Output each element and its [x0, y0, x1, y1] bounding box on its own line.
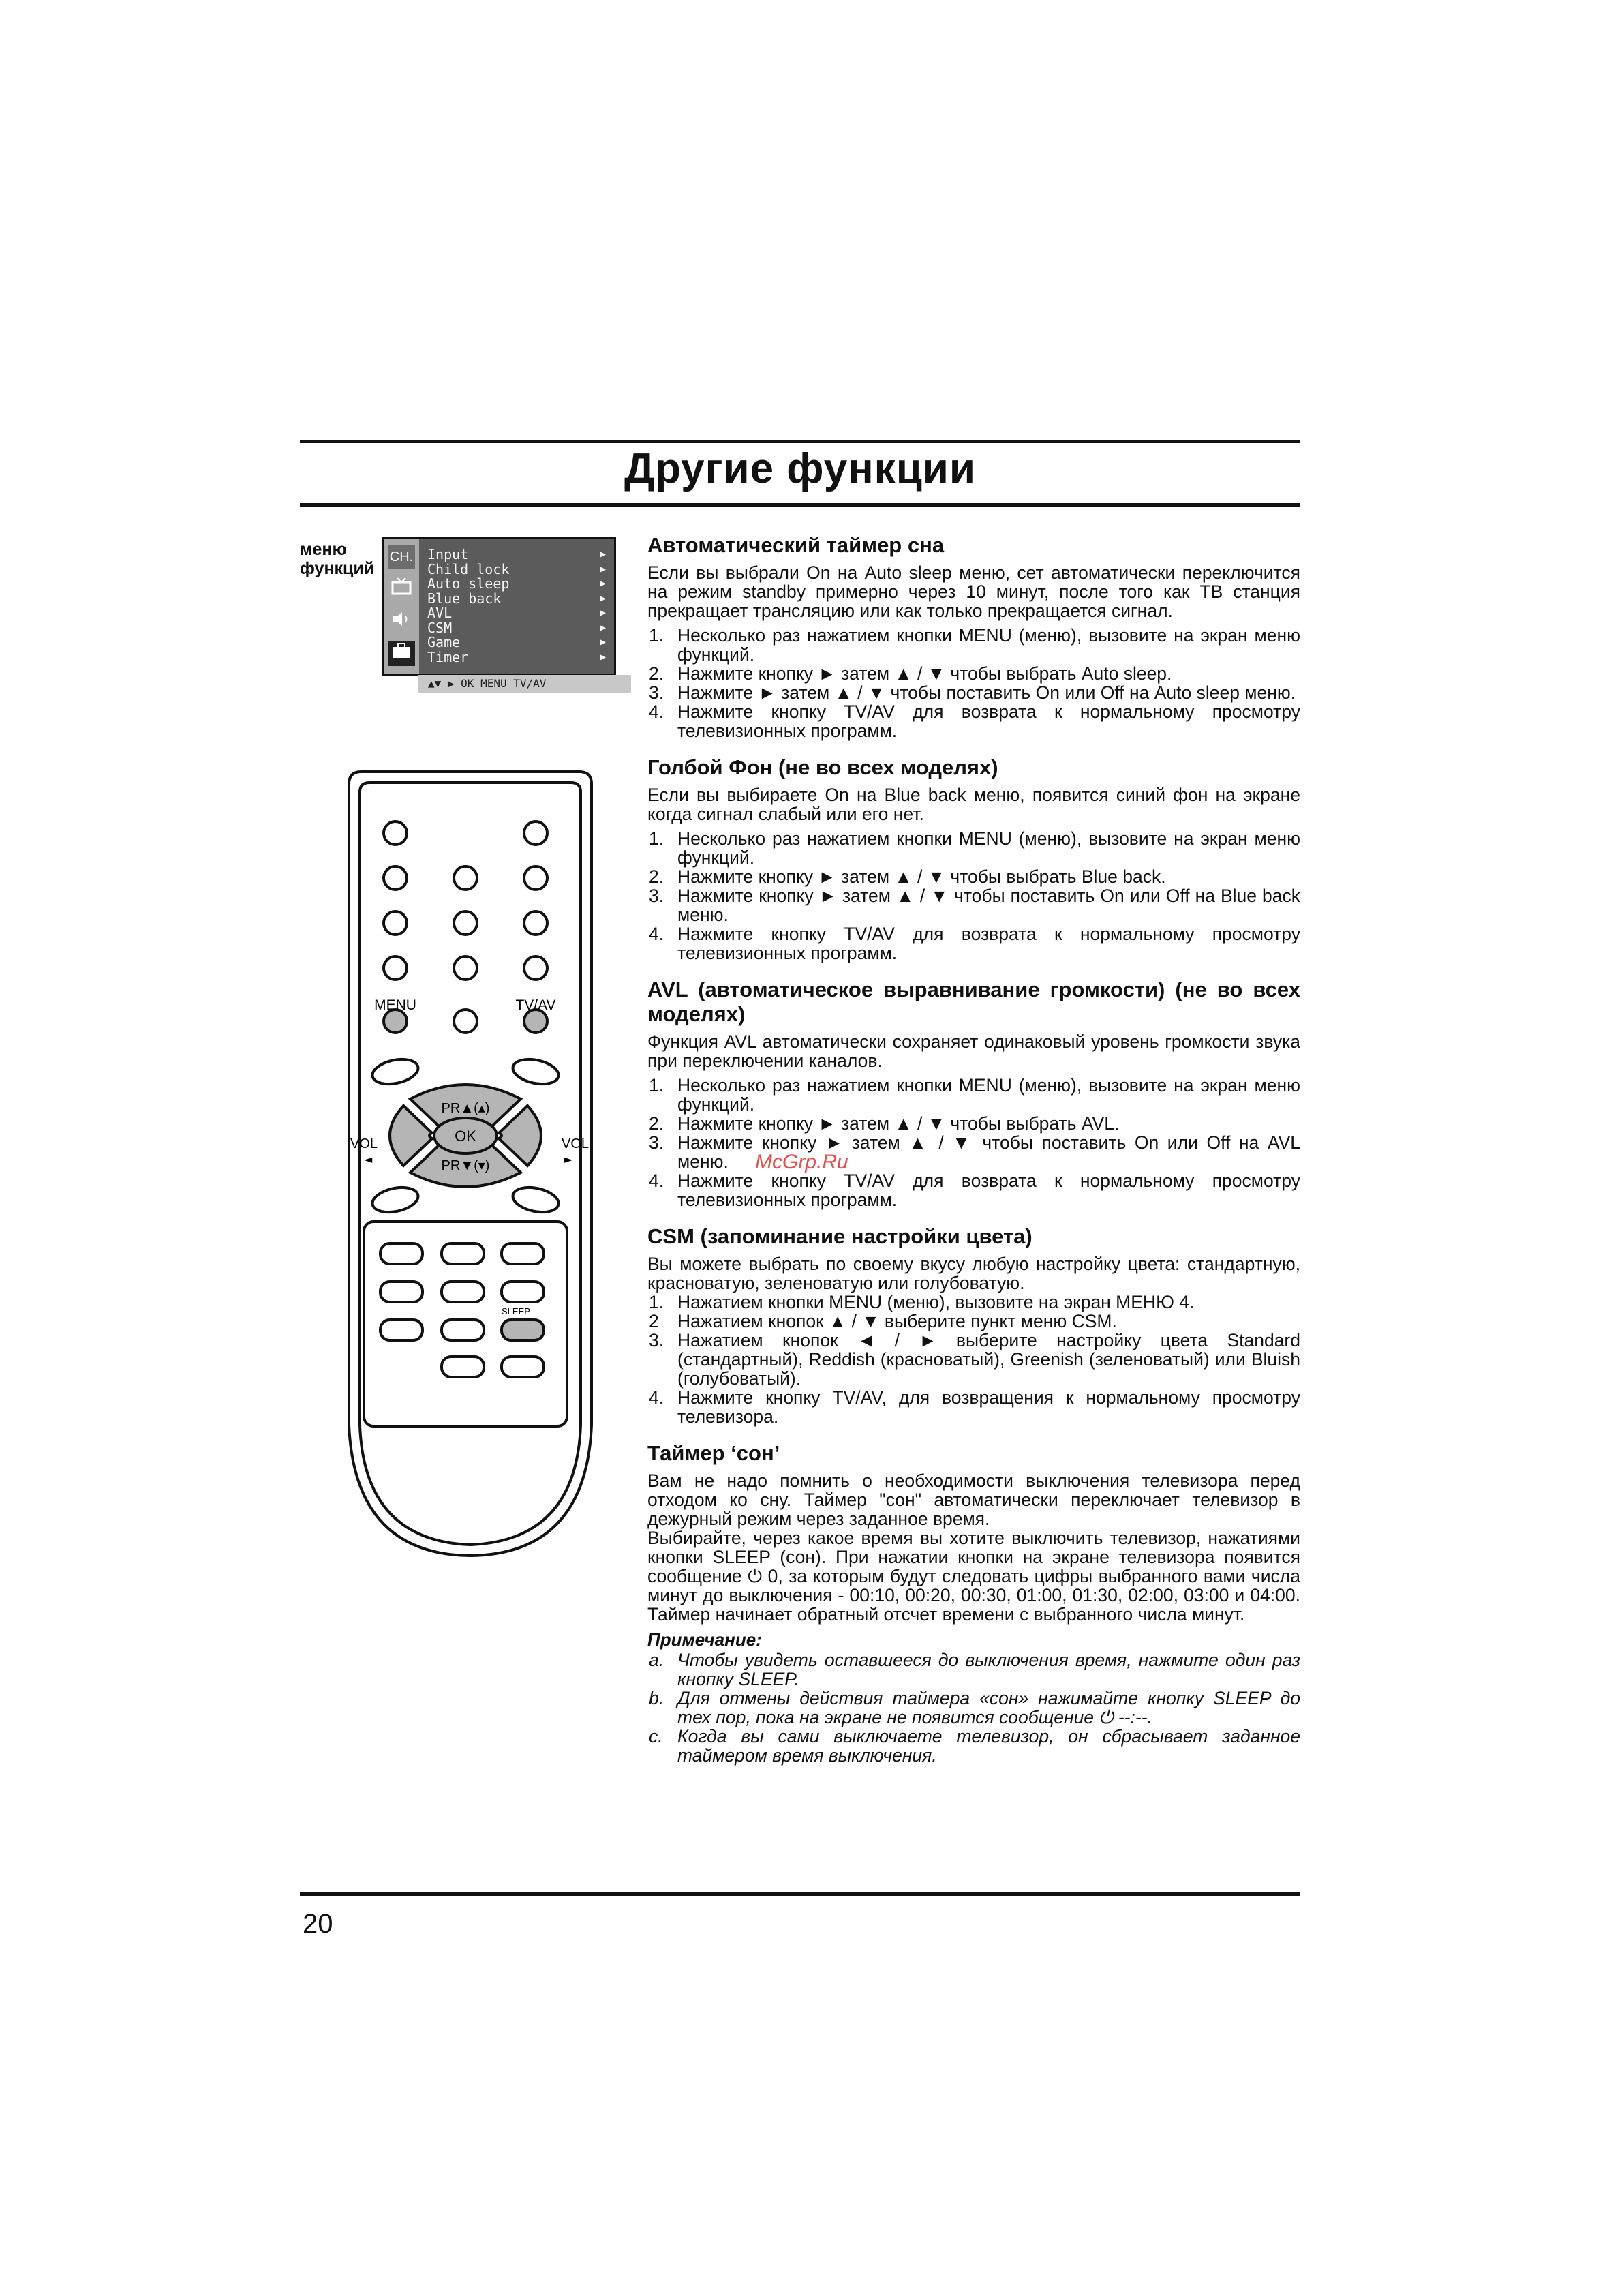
osd-item-input[interactable]: Input ▶ [427, 546, 606, 562]
section-title: CSM (запоминание настройки цвета) [647, 1224, 1032, 1248]
number-9-button [524, 956, 547, 980]
number-2-button [454, 866, 477, 890]
section-intro: Если вы выбираете On на Blue back меню, появится синий фон на экране когда сигнал слабый или его нет. [647, 785, 1300, 824]
rect-button-6 [502, 1282, 544, 1302]
page-title: Другие функции [624, 445, 977, 492]
number-6-button [524, 911, 547, 935]
osd-item-auto-sleep[interactable]: Auto sleep ▶ [427, 575, 606, 592]
rect-button-5 [442, 1282, 484, 1302]
step-item: 4. Нажмите кнопку TV/AV для возврата к нормальному просмотру телевизионных программ. [649, 1170, 1300, 1210]
osd-item-game[interactable]: Game ▶ [427, 634, 606, 650]
rect-button-2 [442, 1243, 484, 1264]
step-item: 2. Нажмите кнопку ► затем ▲ / ▼ чтобы выбрать Blue back. [649, 866, 1166, 887]
menu-button [384, 1010, 407, 1033]
rect-button-3 [502, 1243, 544, 1264]
sleep-button [502, 1320, 544, 1340]
steps-list [647, 1076, 1300, 1209]
step-item: 2. Нажмите кнопку ► затем ▲ / ▼ чтобы выбрать AVL. [649, 1113, 1120, 1134]
mute-button [524, 821, 547, 845]
watermark: McGrp.Ru [755, 1151, 848, 1173]
tvav-button [524, 1010, 547, 1033]
tvav-button-label: TV/AV [515, 997, 556, 1013]
osd-menu [382, 537, 616, 676]
top-rule [300, 440, 1300, 443]
osd-item-child-lock[interactable]: Child lock ▶ [427, 560, 606, 577]
number-5-button [454, 911, 477, 935]
vol-left-arrow: ◄ [364, 1153, 373, 1166]
section-para: Вам не надо помнить о необходимости выключения телевизора перед отходом ко сну. Таймер "сон" автоматически переключает телевизор в дежурный режим через заданное время. [647, 1470, 1300, 1529]
bottom-rule [300, 1892, 1300, 1896]
step-item: 1. Несколько раз нажатием кнопки MENU (меню), вызовите на экран меню функций. [649, 828, 1300, 868]
vol-left-label: VOL [350, 1136, 378, 1151]
menu-caption [300, 540, 374, 578]
steps-list [647, 626, 1300, 740]
osd-hint-bar: ▲▼ ▶ OK MENU TV/AV [418, 675, 631, 693]
osd-item-avl[interactable]: AVL ▶ [427, 605, 606, 621]
number-1-button [384, 866, 407, 890]
osd-menu-items [427, 547, 606, 665]
rect-button-11 [502, 1357, 544, 1377]
rect-button-1 [380, 1243, 423, 1264]
tv-icon [388, 577, 415, 602]
step-item: 4. Нажмите кнопку TV/AV для возврата к нормальному просмотру телевизионных программ. [649, 701, 1300, 741]
step-item: 1. Несколько раз нажатием кнопки MENU (меню), вызовите на экран меню функций. [649, 625, 1300, 665]
step-item: 3. Нажмите кнопку ► затем ▲ / ▼ чтобы поставить On или Off на Blue back меню. [649, 886, 1300, 925]
number-8-button [454, 956, 477, 980]
number-4-button [384, 911, 407, 935]
section-sleep-timer [647, 1441, 1300, 1765]
section-intro: Если вы выбрали On на Auto sleep меню, сет автоматически переключится на режим standby примерно через 10 минут, после того как ТВ станция прекращает трансляцию или как только прекращается сигнал. [647, 562, 1300, 621]
osd-item-timer[interactable]: Timer ▶ [427, 648, 606, 665]
note-item: a. Чтобы увидеть оставшееся до выключения время, нажмите один раз кнопку SLEEP. [649, 1650, 1300, 1689]
note-item: c. Когда вы сами выключаете телевизор, он сбрасывает заданное таймером время выключения. [649, 1726, 1300, 1766]
content-column [647, 533, 1300, 1780]
ok-label: OK [455, 1128, 476, 1145]
notes-list [647, 1650, 1300, 1765]
section-intro: Вы можете выбрать по своему вкусу любую настройку цвета: стандартную, красноватую, зеленоватую или голубоватую. [647, 1254, 1300, 1293]
briefcase-icon [388, 641, 415, 666]
section-title: Автоматический таймер сна [647, 533, 945, 557]
osd-icon-column [384, 539, 419, 674]
title-underline [300, 503, 1300, 507]
step-item: 2 Нажатием кнопок ▲ / ▼ выберите пункт меню CSM. [649, 1311, 1117, 1331]
step-item: 3. Нажатием кнопок ◄ / ► выберите настройку цвета Standard (стандартный), Reddish (красноватый), Greenish (зеленоватый) или Bluish (голубоватый). [649, 1330, 1300, 1389]
vol-right-label: VOL [562, 1136, 590, 1151]
oval-button-right-bottom [510, 1183, 561, 1215]
menu-caption-line2: функций [300, 559, 375, 578]
section-intro: Функция AVL автоматически сохраняет одинаковый уровень громкости звука при переключении каналов. [647, 1031, 1300, 1071]
pr-down-label: PR▼(▾) [441, 1158, 490, 1173]
note-item: b. Для отмены действия таймера «сон» нажимайте кнопку SLEEP до тех пор, пока на экране не появится сообщение ⏻ --:--. [649, 1688, 1300, 1727]
section-csm [647, 1224, 1300, 1426]
vol-right-arrow: ► [564, 1153, 573, 1166]
page-number: 20 [303, 1909, 333, 1939]
step-item: 4. Нажмите кнопку TV/AV для возврата к нормальному просмотру телевизионных программ. [649, 924, 1300, 963]
menu-caption-line1: меню [300, 540, 347, 559]
section-avl [647, 978, 1300, 1209]
number-0-button [454, 1010, 477, 1033]
speaker-icon [388, 610, 415, 635]
osd-item-csm[interactable]: CSM ▶ [427, 619, 606, 636]
power-button [384, 821, 407, 845]
rect-button-7 [380, 1320, 423, 1340]
ch-icon: CH. [388, 545, 415, 569]
rect-button-4 [380, 1282, 423, 1302]
oval-button-left-bottom [370, 1183, 420, 1215]
section-title: AVL (автоматическое выравнивание громкости) (не во всех моделях) [647, 978, 1300, 1026]
section-auto-sleep [647, 533, 1300, 740]
steps-list [647, 829, 1300, 963]
remote-control-illustration [334, 770, 607, 1561]
oval-button-left-top [370, 1055, 420, 1087]
section-para: Выбирайте, через какое время вы хотите выключить телевизор, нажатиями кнопки SLEEP (сон). При нажатии кнопки на экране телевизора появится сообщение ⏻ 0, за которым будут следовать цифры выбранного вами числа минут до выключения - 00:10, 00:20, 00:30, 01:00, 01:30, 02:00, 03:00 и 04:00. Таймер начинает обратный отсчет времени с выбранного числа минут. [647, 1528, 1300, 1625]
step-item: 1. Несколько раз нажатием кнопки MENU (меню), вызовите на экран меню функций. [649, 1075, 1300, 1115]
rect-button-10 [442, 1357, 484, 1377]
sleep-button-label: SLEEP [502, 1306, 530, 1316]
pr-up-label: PR▲(▴) [441, 1101, 490, 1116]
section-title: Таймер ‘сон’ [647, 1441, 780, 1465]
step-item: 3. Нажмите ► затем ▲ / ▼ чтобы поставить On или Off на Auto sleep меню. [649, 682, 1296, 703]
section-blue-back [647, 755, 1300, 963]
section-title: Голбой Фон (не во всех моделях) [647, 755, 998, 779]
rect-button-8 [442, 1320, 484, 1340]
step-item: 2. Нажмите кнопку ► затем ▲ / ▼ чтобы выбрать Auto sleep. [649, 663, 1172, 684]
number-7-button [384, 956, 407, 980]
osd-item-blue-back[interactable]: Blue back ▶ [427, 590, 606, 607]
number-3-button [524, 866, 547, 890]
step-item: 1. Нажатием кнопки MENU (меню), вызовите на экран МЕНЮ 4. [649, 1292, 1195, 1312]
steps-list [647, 1293, 1300, 1426]
note-title: Примечание: [647, 1629, 762, 1650]
menu-button-label: MENU [374, 997, 416, 1013]
step-item: 4. Нажмите кнопку TV/AV, для возвращения к нормальному просмотру телевизора. [649, 1387, 1300, 1427]
step-item: 3. Нажмите кнопку ► затем ▲ / ▼ чтобы поставить On или Off на AVL меню. [649, 1132, 1300, 1172]
oval-button-right-top [510, 1055, 561, 1087]
